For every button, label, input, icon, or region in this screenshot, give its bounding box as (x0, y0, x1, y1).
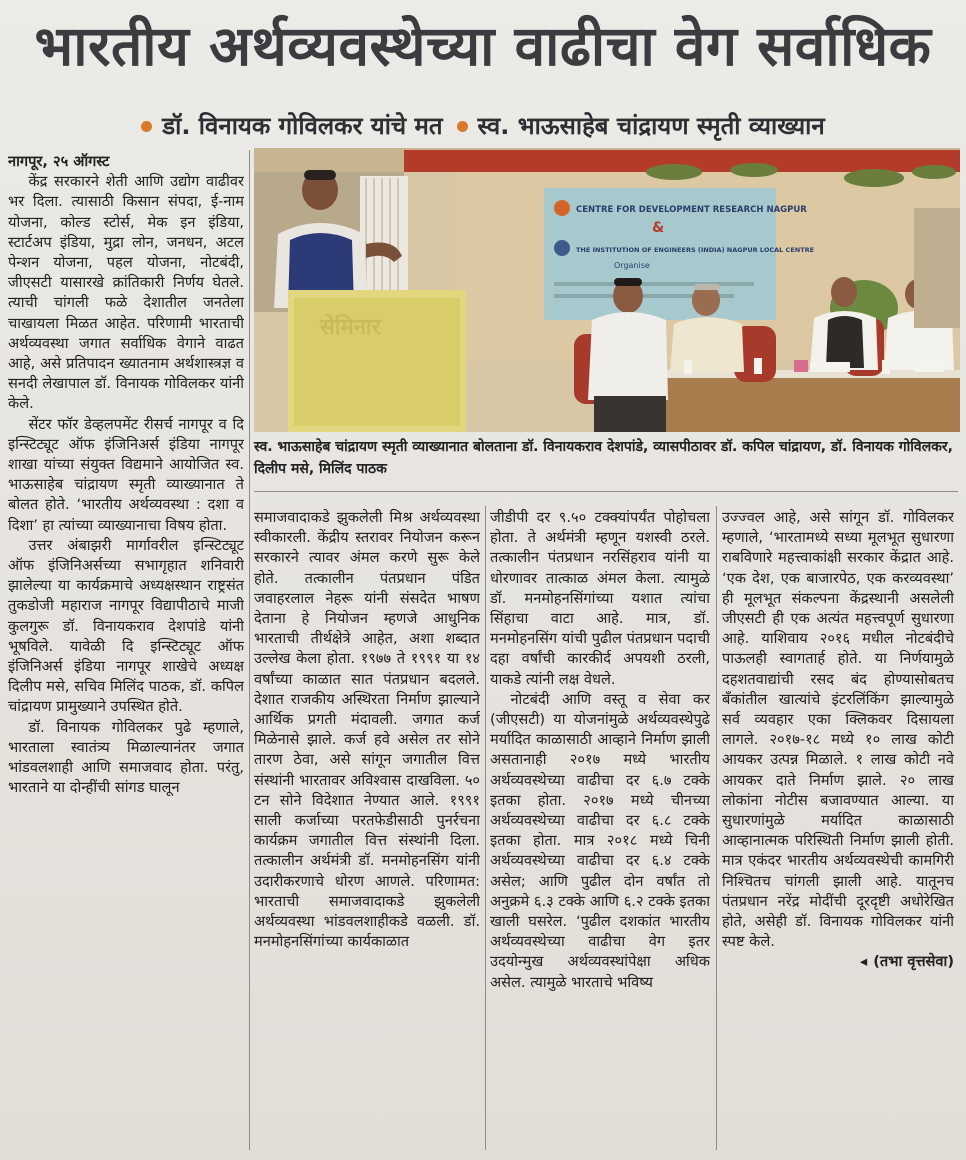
podium-text: सेमिनार (320, 315, 381, 340)
paragraph: केंद्र सरकारने शेती आणि उद्योग वाढीवर भर दिला. त्यासाठी किसान संपदा, ई-नाम योजना, कोल्ड स्टोर्स, मेक इन इंडिया, स्टार्टअप इंडिया, मुद्रा लोन, जनधन, अटल पेन्शन योजना, पहल योजना, नोटबंदी, जीएसटी यासारखे क्रांतिकारी निर्णय घेतले. त्याची चांगली फळे देशातील जनतेला चाखायला मिळत आहेत. परिणामी भारताची अर्थव्यवस्था जगात सर्वाधिक वेगाने वाढत आहे, असे प्रतिपादन ख्यातनाम अर्थशास्त्रज्ञ व सनदी लेखापाल डॉ. विनायक गोविलकर यांनी केले. (8, 173, 244, 413)
event-photo-illustration (254, 148, 960, 432)
dais-table (664, 376, 960, 432)
column-divider (716, 506, 717, 1150)
dateline: नागपूर, २५ ऑगस्ट (8, 153, 110, 170)
event-photo (254, 148, 960, 432)
byline (722, 952, 954, 972)
paragraph: समाजवादाकडे झुकलेली मिश्र अर्थव्यवस्था स्वीकारली. केंद्रीय स्तरावर नियोजन करून सरकारने त्यावर अंमल करणे सुरू केले होते. तत्कालीन पंतप्रधान पंडित जवाहरलाल नेहरू यांनी संसदेत भाषण देताना हे नियोजन म्हणजे आधुनिक भारताची तीर्थक्षेत्रे आहेत, अशा शब्दात उल्लेख केला होता. १९७७ ते १९९१ या १४ वर्षांच्या काळात सात पंतप्रधान बदलले. देशात राजकीय अस्थिरता निर्माण झाल्याने आर्थिक प्रगती मंदावली. जगात कर्ज मिळेनासे झाले. कर्ज हवे असेल तर सोने तारण ठेवा, असे सांगून जगातील वित्त संस्थांनी भारतावर अविश्वास दाखविला. ५० टन सोने विदेशात नेण्यात आले. १९९१ साली कर्जाच्या परतफेडीसाठी पुनर्रचना कार्यक्रम जगातील वित्त संस्थांनी दिला. तत्कालीन अर्थमंत्री डॉ. मनमोहनसिंग यांनी उदारीकरणाचे धोरण आणले. परिणामत: भारताची समाजवादाकडे झुकलेली अर्थव्यवस्था भांडवलशाहीकडे वळली. डॉ. मनमोहनसिंगांच्या कार्यकाळात (254, 509, 480, 951)
arrow-left-icon: ◂ (859, 953, 868, 971)
paragraph: उत्तर अंबाझरी मार्गावरील इन्स्टिट्यूट ऑफ इंजिनिअर्सच्या सभागृहात शनिवारी झालेल्या या कार्यक्रमाचे अध्यक्षस्थान राष्ट्रसंत तुकडोजी महाराज नागपूर विद्यापीठाचे माजी कुलगुरू डॉ. विनायकराव देशपांडे यांनी भूषविले. यावेळी दि इन्स्टिट्यूट ऑफ इंजिनिअर्स इंडिया नागपूर शाखेचे अध्यक्ष दिलीप मसे, सचिव मिलिंद पाठक, डॉ. कपिल चांद्रायण प्रामुख्याने उपस्थित होते. (8, 536, 244, 716)
banner-line-3: Organise (614, 261, 650, 270)
caption-divider (254, 491, 958, 492)
banner-ampersand: & (652, 220, 665, 236)
paragraph: डॉ. विनायक गोविलकर पुढे म्हणाले, भारताला स्वातंत्र्य मिळाल्यानंतर जगात भांडवलशाही आणि समाजवाद होता. परंतु, भारताने या दोन्हींची सांगड घालून (8, 718, 244, 797)
paragraph: उज्ज्वल आहे, असे सांगून डॉ. गोविलकर म्हणाले, ‘भारतामध्ये सध्या मूलभूत सुधारणा राबविणारे महत्त्वाकांक्षी सरकार केंद्रात आहे. ‘एक देश, एक बाजारपेठ, एक करव्यवस्था’ ही मूलभूत संकल्पना केंद्रस्थानी असलेली जीएसटी ही एक अत्यंत महत्त्वपूर्ण सुधारणा आहे. याशिवाय २०१६ मधील नोटबंदीचे पाऊलही स्वागतार्ह होते. या निर्णयामुळे दहशतवाद्यांची रसद बंद होण्यासोबतच बँकांतील खात्यांचे इंटरलिंकिंग झाल्यामुळे सर्व व्यवहार एका क्लिकवर दिसायला लागले. २०१७-१८ मध्ये १० लाख कोटी आयकर उत्पन्न मिळाले. १ लाख कोटी नवे आयकर दाते निर्माण झाले. २० लाख लोकांना नोटीस बजावण्यात आल्या. या सुधारणांमुळे मर्यादित काळासाठी आव्हानात्मक परिस्थिती निर्माण झाली होती. मात्र एकंदर भारतीय अर्थव्यवस्थेची कामगिरी निश्चितच चांगली झाली आहे. यातूनच पंतप्रधान नरेंद्र मोदींची दूरदृष्टी अधोरेखित होते, असेही डॉ. विनायक गोविलकर यांनी स्पष्ट केले. (722, 509, 954, 951)
bullet-dot-icon (141, 121, 152, 132)
photo-caption: स्व. भाऊसाहेब चांद्रायण स्मृती व्याख्यानात बोलताना डॉ. विनायकराव देशपांडे, व्यासपीठावर डॉ. कपिल चांद्रायण, डॉ. विनायक गोविलकर, दिलीप मसे, मिलिंद पाठक (254, 439, 953, 477)
column-divider (485, 506, 486, 1150)
banner-line-1: CENTRE FOR DEVELOPMENT RESEARCH NAGPUR (576, 205, 807, 215)
paragraph: नोटबंदी आणि वस्तू व सेवा कर (जीएसटी) या योजनांमुळे अर्थव्यवस्थेपुढे मर्यादित काळासाठी आव्हाने निर्माण झाली असतानाही २०१७ मध्ये भारतीय अर्थव्यवस्थेच्या वाढीचा दर ६.७ टक्के इतका होता. २०१७ मध्ये चीनच्या अर्थव्यवस्थेच्या वाढीचा दर ६.८ टक्के इतका होता. मात्र २०१८ मध्ये चिनी अर्थव्यवस्थेच्या वाढीचा दर ६.४ टक्के असेल; आणि पुढील दोन वर्षांत तो अनुक्रमे ६.३ टक्के आणि ६.२ टक्के इतका खाली घसरेल. ‘पुढील दशकांत भारतीय अर्थव्यवस्थेच्या वाढीचा वेग इतर उदयोन्मुख अर्थव्यवस्थांपेक्षा अधिक असेल. त्यामुळे भारताचे भविष्य (490, 690, 710, 991)
subhead-lecture: स्व. भाऊसाहेब चांद्रायण स्मृती व्याख्यान (477, 112, 825, 140)
banner-line-2: THE INSTITUTION OF ENGINEERS (INDIA) NAGPUR LOCAL CENTRE (576, 246, 815, 254)
bullet-dot-icon (457, 121, 468, 132)
article-column-2 (254, 508, 480, 1148)
column-divider (249, 150, 250, 1150)
subheading (0, 106, 966, 146)
news-service-credit: (तभा वृत्तसेवा) (873, 953, 954, 971)
subhead-opinion: डॉ. विनायक गोविलकर यांचे मत (162, 112, 443, 140)
headline: भारतीय अर्थव्यवस्थेच्या वाढीचा वेग सर्वाधिक (34, 14, 932, 78)
article-column-1 (8, 152, 244, 1152)
article-column-4 (722, 508, 954, 1148)
article-column-3 (490, 508, 710, 1148)
paragraph: सेंटर फॉर डेव्हलपमेंट रीसर्च नागपूर व दि इन्स्टिट्यूट ऑफ इंजिनिअर्स इंडिया नागपूर शाखा यांच्या संयुक्त विद्यमाने आयोजित स्व. भाऊसाहेब चांद्रायण स्मृती व्याख्यानात ते बोलत होते. ‘भारतीय अर्थव्यवस्था : दशा व दिशा’ हा त्यांच्या व्याख्यानाचा विषय होता. (8, 415, 244, 534)
paragraph: जीडीपी दर ९.५० टक्क्यांपर्यंत पोहोचला होता. ते अर्थमंत्री म्हणून यशस्वी ठरले. तत्कालीन पंतप्रधान नरसिंहराव यांनी या धोरणावर तात्काळ अंमल केला. त्यामुळे डॉ. मनमोहनसिंगांच्या यशात त्यांचा सिंहाचा वाटा आहे. मात्र, डॉ. मनमोहनसिंग यांची पुढील पंतप्रधान पदाची दहा वर्षांची कारकीर्द अपयशी ठरली, याकडे त्यांनी लक्ष वेधले. (490, 509, 710, 688)
